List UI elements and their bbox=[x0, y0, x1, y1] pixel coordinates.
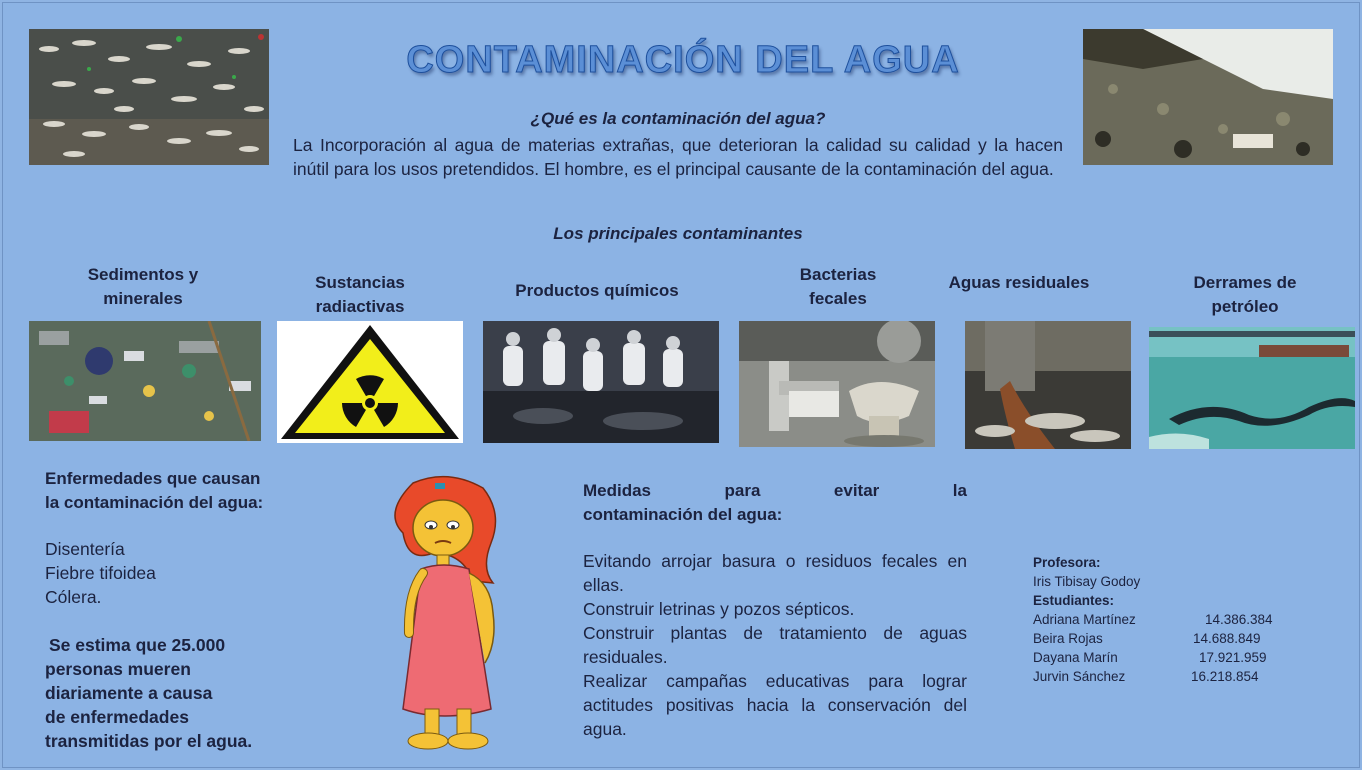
estimate-line: diariamente a causa bbox=[45, 683, 213, 703]
death-estimate bbox=[45, 633, 345, 753]
measures-title-word: la bbox=[952, 481, 967, 500]
category-label: Derrames de bbox=[1193, 273, 1297, 292]
category-label: Sustancias bbox=[315, 273, 405, 292]
poster bbox=[2, 2, 1360, 768]
student-name: Dayana Marín bbox=[1033, 650, 1118, 665]
category-chemicals bbox=[477, 279, 717, 303]
category-sediments bbox=[43, 263, 243, 311]
teacher-name: Iris Tibisay Godoy bbox=[1033, 574, 1141, 589]
estimate-line: transmitidas por el agua. bbox=[45, 731, 253, 751]
measures-title-word: para bbox=[724, 481, 761, 500]
category-label: Productos químicos bbox=[515, 281, 679, 300]
student-row bbox=[1033, 667, 1333, 686]
credits bbox=[1033, 553, 1333, 686]
sewage-pipe-photo bbox=[739, 321, 935, 447]
diseases-title-line: Enfermedades que causan bbox=[45, 469, 261, 488]
student-id: 14.386.384 bbox=[1205, 612, 1273, 627]
dead-fish-photo bbox=[29, 29, 269, 165]
category-bacteria bbox=[743, 263, 933, 311]
student-name: Adriana Martínez bbox=[1033, 612, 1136, 627]
question-heading: ¿Qué es la contaminación del agua? bbox=[530, 109, 826, 128]
student-row bbox=[1033, 610, 1333, 629]
estimate-line: de enfermedades bbox=[45, 707, 189, 727]
list-item: Disentería bbox=[45, 539, 125, 559]
list-item: Cólera. bbox=[45, 587, 102, 607]
measures-title-line bbox=[583, 479, 967, 503]
student-row bbox=[1033, 648, 1333, 667]
student-id: 17.921.959 bbox=[1199, 650, 1267, 665]
measures-title-word: evitar bbox=[833, 481, 880, 500]
list-item: Realizar campañas educativas para lograr actitudes positivas hacia la conservación del agua. bbox=[583, 671, 967, 739]
drain-pipe-photo bbox=[965, 321, 1131, 449]
category-label: Sedimentos y bbox=[87, 265, 199, 284]
teacher-label: Profesora: bbox=[1033, 555, 1101, 570]
polluted-beach-photo bbox=[1083, 29, 1333, 165]
radiation-warning-icon bbox=[277, 321, 463, 443]
category-label: Aguas residuales bbox=[948, 273, 1090, 292]
diseases-list bbox=[45, 537, 295, 609]
student-name: Jurvin Sánchez bbox=[1033, 669, 1126, 684]
estimate-line: Se estima que 25.000 bbox=[49, 635, 226, 655]
category-wastewater bbox=[919, 271, 1119, 295]
student-row bbox=[1033, 629, 1333, 648]
category-label: Bacterias bbox=[799, 265, 877, 284]
category-label: minerales bbox=[103, 289, 183, 308]
intro-paragraph: La Incorporación al agua de materias extrañas, que deterioran la calidad su calidad y la hacen inútil para los usos pretendidos. El hombre, es el principal causante de la contaminación del agua. bbox=[293, 135, 1063, 179]
list-item: Fiebre tifoidea bbox=[45, 563, 156, 583]
sad-girl-illustration bbox=[373, 473, 523, 753]
list-item: Construir plantas de tratamiento de aguas residuales. bbox=[583, 623, 967, 667]
category-radioactive bbox=[275, 271, 445, 319]
diseases-title-line: la contaminación del agua: bbox=[45, 493, 264, 512]
measures-title-word: Medidas bbox=[583, 481, 652, 500]
category-oil-spill bbox=[1153, 271, 1337, 319]
list-item: Construir letrinas y pozos sépticos. bbox=[583, 599, 855, 619]
measures-title bbox=[583, 479, 967, 527]
list-item: Evitando arrojar basura o residuos fecales en ellas. bbox=[583, 551, 967, 595]
students-label: Estudiantes: bbox=[1033, 593, 1115, 608]
student-id: 14.688.849 bbox=[1193, 631, 1261, 646]
diseases-title bbox=[45, 467, 355, 515]
oil-cleanup-photo bbox=[483, 321, 719, 443]
oil-spill-photo bbox=[1149, 327, 1355, 449]
category-label: fecales bbox=[809, 289, 867, 308]
contaminants-heading: Los principales contaminantes bbox=[553, 224, 803, 243]
student-name: Beira Rojas bbox=[1033, 631, 1103, 646]
category-label: radiactivas bbox=[315, 297, 405, 316]
measures-title-line: contaminación del agua: bbox=[583, 505, 783, 524]
estimate-line: personas mueren bbox=[45, 659, 191, 679]
category-label: petróleo bbox=[1211, 297, 1279, 316]
page-title: CONTAMINACIÓN DEL AGUA bbox=[406, 39, 960, 81]
student-id: 16.218.854 bbox=[1191, 669, 1259, 684]
garbage-water-photo bbox=[29, 321, 261, 441]
measures-list bbox=[583, 549, 967, 741]
